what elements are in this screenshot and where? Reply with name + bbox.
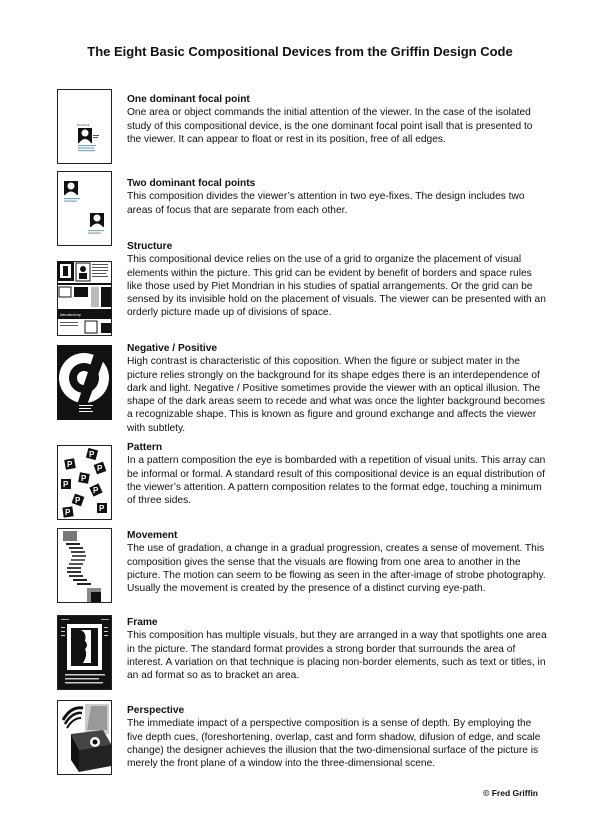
device-description: In a pattern composition the eye is bombarded with a repetition of visual units. This array can be informal or formal. A standard result of this compositional device is an equal distribution of the viewer’s attention. A pattern composition relates to the format edge, touching a minimum of three sides.	[127, 455, 546, 507]
thumbnail-two-focal-points	[57, 171, 112, 246]
device-heading: Structure	[127, 241, 173, 252]
thumbnail-movement	[57, 528, 112, 603]
thumbnail-perspective	[57, 700, 112, 775]
device-description: The use of gradation, a change in a gradual progression, creates a sense of movement. This composition gives the sense that the visuals are flowing from one area to another in the picture. The motion can seem to be flowing as seen in the after-image of strobe photography. Usually the movement is created by the presence of a distinct curving eye-path.	[127, 543, 546, 595]
device-heading: Frame	[127, 617, 158, 628]
device-description: High contrast is characteristic of this coposition. When the figure or subject mater in the picture relies strongly on the background for its shape edges there is an interdependence of dark and light. Negative / Positive sometimes provide the viewer with an optical illusion. The shape of the dark areas seem to recede and what was once the lighter background becomes a recognizable shape. This is known as figure and ground exchange and affects the viewer with subtlety.	[127, 356, 545, 434]
svg-text:P: P	[65, 508, 71, 517]
device-entry-structure	[127, 240, 549, 320]
thumbnail-frame	[57, 615, 112, 690]
svg-text:P: P	[75, 496, 81, 505]
page-title: The Eight Basic Compositional Devices from the Griffin Design Code	[87, 44, 513, 59]
device-entry-perspective	[127, 704, 549, 770]
copyright-credit: © Fred Griffin	[483, 788, 538, 798]
device-heading: Pattern	[127, 442, 163, 453]
svg-text:P: P	[99, 504, 105, 513]
svg-text:P: P	[97, 464, 103, 473]
device-heading: Movement	[127, 530, 178, 541]
svg-text:Dot Point: Dot Point	[77, 123, 90, 127]
device-entry-negative-positive	[127, 342, 549, 435]
device-heading: Perspective	[127, 705, 185, 716]
device-description: This composition has multiple visuals, but they are arranged in a way that spotlights one area in the picture. The standard format provides a strong border that surrounds the area of interest. A variation on that technique is placing non-border elements, such as text or titles, in an ad format so as to bracket an area.	[127, 630, 547, 682]
device-entry-frame	[127, 616, 549, 682]
svg-text:P: P	[93, 486, 99, 495]
thumbnail-negative-positive	[57, 345, 112, 420]
device-entry-two-focal-points	[127, 177, 549, 217]
device-heading: One dominant focal point	[127, 94, 250, 105]
device-description: This composition divides the viewer’s attention in two eye-fixes. The design includes two areas of focus that are separate from each other.	[127, 191, 525, 216]
device-entry-one-focal-point	[127, 93, 549, 146]
device-heading: Two dominant focal points	[127, 178, 256, 189]
svg-text:P: P	[63, 480, 69, 489]
thumbnail-structure	[57, 261, 112, 336]
thumbnail-pattern	[57, 445, 112, 520]
thumbnail-one-focal-point	[57, 89, 112, 164]
device-description: This compositional device relies on the use of a grid to organize the placement of visual elements within the picture. This grid can be evident by benefit of borders and space rules like those used by Piet Mondrian in his studies of spatial arrangements. Or the grid can be sensed by its invisible hold on the placement of visuals. The viewer can be presented with an orderly picture made up of divisions of space.	[127, 254, 546, 319]
device-entry-movement	[127, 529, 549, 595]
device-entry-pattern	[127, 441, 549, 507]
device-description: The immediate impact of a perspective composition is a sense of depth. By employing the five depth cues, (foreshortening, overlap, cast and form shadow, difusion of edge, and scale change) the designer achieves the illusion that the two-dimensional surface of the picture is merely the front plane of a window into the three-dimensional scene.	[127, 718, 541, 770]
svg-text:introductory: introductory	[60, 312, 81, 317]
svg-text:P: P	[67, 460, 73, 469]
device-description: One area or object commands the initial attention of the viewer. In the case of the isolated study of this compositional device, is the one dominant focal point isall that is presented to the viewer. It can appear to float or rest in its position, free of all edges.	[127, 107, 533, 145]
svg-text:P: P	[89, 450, 95, 459]
device-heading: Negative / Positive	[127, 343, 218, 354]
svg-text:P: P	[81, 474, 87, 483]
